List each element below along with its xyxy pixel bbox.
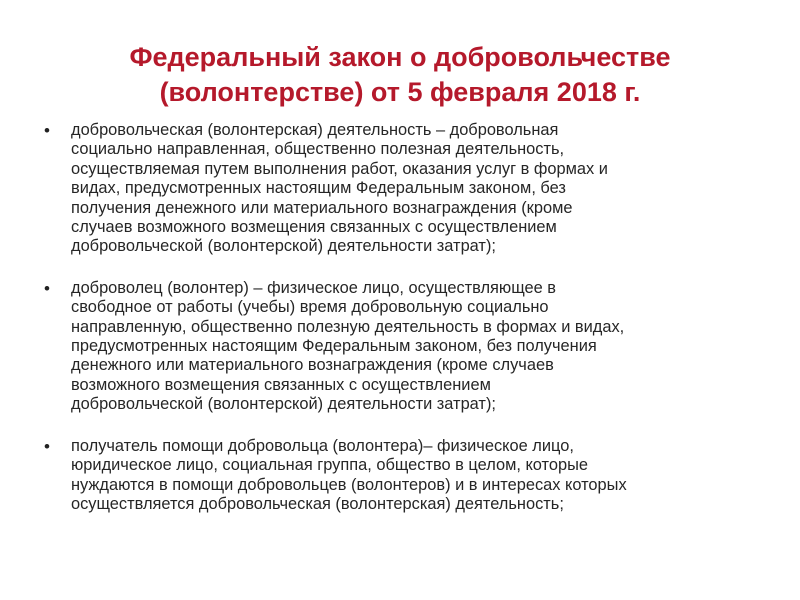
text-line: нуждаются в помощи добровольцев (волонтеров) и в интересах которых	[71, 475, 627, 494]
text-line: добровольческой (волонтерской) деятельности затрат);	[71, 395, 496, 414]
slide-title	[40, 40, 760, 110]
text-line: осуществляемая путем выполнения работ, оказания услуг в формах и	[71, 159, 608, 178]
bullet-list	[40, 121, 770, 536]
text-line: возможного возмещения связанных с осуществлением	[71, 375, 491, 394]
text-line: случаев возможного возмещения связанных с осуществлением	[71, 218, 557, 237]
bullet-item-volunteer-person	[40, 279, 770, 415]
bullet-text	[71, 121, 770, 257]
text-line: социально направленная, общественно полезная деятельность,	[71, 140, 565, 159]
text-line: получатель помощи добровольца (волонтера)– физическое лицо,	[71, 436, 574, 455]
text-line: видах, предусмотренных настоящим Федеральным законом, без	[71, 179, 566, 198]
bullet-dot-icon: •	[44, 278, 50, 298]
text-line: юридическое лицо, социальная группа, общество в целом, которые	[71, 456, 589, 475]
text-line: денежного или материального вознаграждения (кроме случаев	[71, 356, 554, 375]
bullet-dot-icon: •	[44, 436, 50, 456]
text-line: осуществляется добровольческая (волонтерская) деятельность;	[71, 494, 564, 513]
text-line: предусмотренных настоящим Федеральным законом, без получения	[71, 337, 597, 356]
bullet-text	[71, 437, 770, 515]
text-line: направленную, общественно полезную деятельность в формах и видах,	[71, 317, 625, 336]
text-line: получения денежного или материального вознаграждения (кроме	[71, 198, 573, 217]
text-line: доброволец (волонтер) – физическое лицо, осуществляющее в	[71, 278, 557, 297]
title-line-2: (волонтерстве) от 5 февраля 2018 г.	[159, 77, 641, 107]
text-line: добровольческая (волонтерская) деятельность – добровольная	[71, 121, 559, 139]
title-line-1: Федеральный закон о добровольчестве	[129, 42, 671, 72]
bullet-dot-icon: •	[44, 121, 50, 140]
bullet-text	[71, 279, 770, 415]
text-line: свободное от работы (учебы) время добровольную социально	[71, 298, 549, 317]
bullet-item-aid-recipient	[40, 437, 770, 515]
bullet-item-volunteer-activity	[40, 121, 770, 257]
text-line: добровольческой (волонтерской) деятельности затрат);	[71, 237, 496, 256]
